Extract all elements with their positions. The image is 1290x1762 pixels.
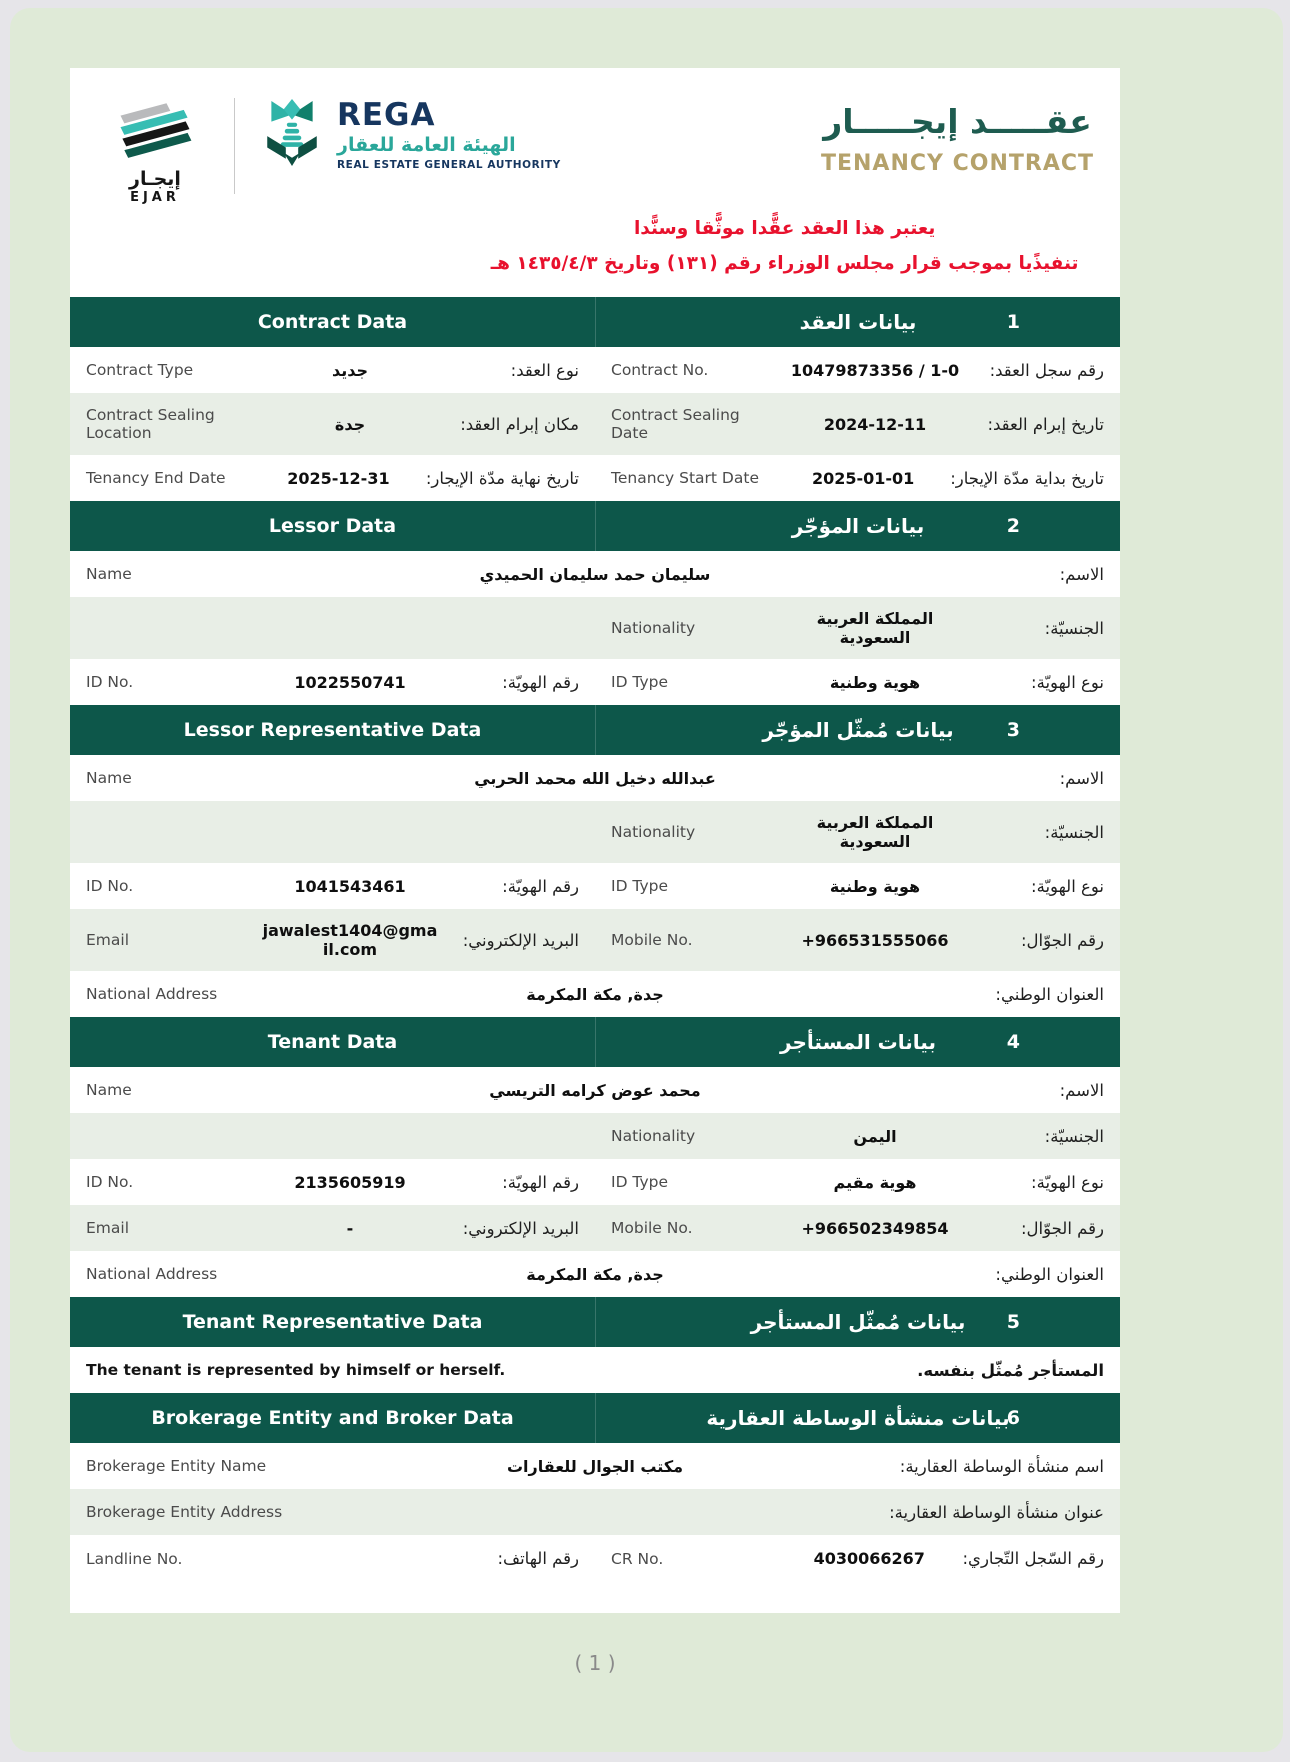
field-label-en: Tenancy End Date bbox=[86, 469, 226, 488]
field-label-ar: تاريخ نهاية مدّة الإيجار: bbox=[425, 468, 579, 488]
rega-wordmark: REGA bbox=[337, 96, 436, 133]
section-number: 1 bbox=[1006, 311, 1020, 334]
field-value: جدة, مكة المكرمة bbox=[526, 984, 664, 1004]
row-representative-national-address bbox=[70, 971, 1120, 1017]
section-header-tenant-representative bbox=[70, 1297, 1120, 1347]
field-label-en: Mobile No. bbox=[611, 1219, 693, 1238]
field-label-ar: الاسم: bbox=[1059, 1080, 1104, 1100]
section-header-lessor-data bbox=[70, 501, 1120, 551]
section-title-ar: بيانات المؤجّر bbox=[595, 501, 1120, 551]
row-tenant-self-represented bbox=[70, 1347, 1120, 1393]
field-label-ar: مكان إبرام العقد: bbox=[460, 414, 579, 434]
rega-english-name: REAL ESTATE GENERAL AUTHORITY bbox=[337, 158, 561, 171]
logo-divider bbox=[234, 98, 235, 194]
section-title-ar: بيانات مُمثّل المؤجّر bbox=[595, 705, 1120, 755]
field-label-ar: تاريخ إبرام العقد: bbox=[987, 414, 1104, 434]
cell-id-number bbox=[70, 1169, 595, 1196]
field-value: هوية وطنية bbox=[829, 876, 921, 896]
field-value: 2135605919 bbox=[294, 1172, 406, 1192]
field-value: 2025-01-01 bbox=[811, 468, 915, 488]
page-number: ( 1 ) bbox=[574, 1651, 616, 1676]
row-lessor-id bbox=[70, 659, 1120, 705]
field-label-ar: نوع الهويّة: bbox=[1031, 876, 1104, 896]
field-label-en: Name bbox=[86, 769, 132, 788]
rega-logo bbox=[259, 94, 561, 172]
field-label-ar: رقم الهاتف: bbox=[497, 1549, 579, 1569]
row-contract-number-type bbox=[70, 347, 1120, 393]
section-number: 4 bbox=[1006, 1031, 1020, 1054]
field-label-ar: البريد الإلكتروني: bbox=[462, 1218, 579, 1238]
field-value: المملكة العربية السعودية bbox=[816, 813, 934, 852]
field-label-ar: رقم السّجل التّجاري: bbox=[962, 1549, 1104, 1569]
cell-id-number bbox=[70, 873, 595, 900]
field-label-ar: الاسم: bbox=[1059, 768, 1104, 788]
field-label-en: CR No. bbox=[611, 1549, 664, 1568]
row-tenant-contact bbox=[70, 1205, 1120, 1251]
field-value: 2024-12-11 bbox=[823, 414, 927, 434]
field-value: جديد bbox=[331, 360, 369, 380]
section-title-en: Contract Data bbox=[257, 311, 408, 334]
field-label-ar: رقم الجوّال: bbox=[1021, 1218, 1104, 1238]
field-label-en: ID No. bbox=[86, 673, 134, 692]
field-value: هوية وطنية bbox=[829, 672, 921, 692]
field-label-en: Contract Type bbox=[86, 361, 194, 380]
document-header bbox=[70, 68, 1120, 297]
self-represented-en: The tenant is represented by himself or herself. bbox=[86, 1361, 506, 1380]
section-title-en: Tenant Data bbox=[267, 1031, 398, 1054]
ejar-logo-icon bbox=[109, 147, 201, 166]
field-label-en: Nationality bbox=[611, 619, 696, 638]
field-label-ar: نوع الهويّة: bbox=[1031, 1172, 1104, 1192]
self-represented-ar: المستأجر مُمثّل بنفسه. bbox=[917, 1360, 1104, 1380]
field-label-en: ID Type bbox=[611, 673, 669, 692]
field-label-en: ID No. bbox=[86, 1173, 134, 1192]
section-header-brokerage bbox=[70, 1393, 1120, 1443]
section-header-contract-data bbox=[70, 297, 1120, 347]
field-value: +966531555066 bbox=[801, 930, 949, 950]
rega-arabic-name: الهيئة العامة للعقار bbox=[337, 133, 516, 156]
row-representative-name bbox=[70, 755, 1120, 801]
field-label-en: Nationality bbox=[611, 1127, 696, 1146]
field-label-ar: تاريخ بداية مدّة الإيجار: bbox=[950, 468, 1104, 488]
row-tenant-name bbox=[70, 1067, 1120, 1113]
row-representative-contact bbox=[70, 909, 1120, 971]
field-label-en: Name bbox=[86, 1081, 132, 1100]
cell-id-type bbox=[595, 1169, 1120, 1196]
cell-empty bbox=[70, 828, 595, 836]
cell-nationality bbox=[595, 809, 1120, 855]
rega-logo-icon bbox=[259, 98, 325, 172]
field-label-en: National Address bbox=[86, 985, 218, 1004]
field-value: - bbox=[346, 1218, 354, 1238]
row-lessor-nationality bbox=[70, 597, 1120, 659]
legal-notice-line1: يعتبر هذا العقد عقًّدا موثًّقا وسنًّدا bbox=[633, 218, 936, 239]
legal-notice bbox=[475, 211, 1094, 281]
section-title-en: Lessor Representative Data bbox=[183, 719, 482, 742]
document-titles bbox=[821, 94, 1094, 176]
field-value: 1022550741 bbox=[294, 672, 406, 692]
field-value: 2025-12-31 bbox=[287, 468, 390, 488]
field-label-en: Name bbox=[86, 565, 132, 584]
section-title-ar: بيانات العقد bbox=[595, 297, 1120, 347]
ejar-logo-latin: EJAR bbox=[130, 190, 180, 205]
cell-nationality bbox=[595, 1123, 1120, 1150]
field-value: jawalest1404@gmail.com bbox=[262, 921, 438, 960]
contract-document bbox=[70, 68, 1120, 1613]
field-value: 10479873356 / 1-0 bbox=[790, 360, 960, 380]
ejar-logo bbox=[96, 94, 214, 205]
field-label-en: Mobile No. bbox=[611, 931, 693, 950]
cell-empty bbox=[70, 1132, 595, 1140]
section-number: 2 bbox=[1006, 515, 1020, 538]
field-label-ar: رقم الهويّة: bbox=[502, 876, 579, 896]
field-label-ar: رقم الجوّال: bbox=[1021, 930, 1104, 950]
section-number: 5 bbox=[1006, 1311, 1020, 1334]
ejar-logo-arabic: إيجـار bbox=[129, 168, 181, 190]
cell-tenancy-start bbox=[595, 465, 1120, 492]
cell-empty bbox=[70, 624, 595, 632]
cell-email bbox=[70, 917, 595, 963]
field-label-ar: نوع العقد: bbox=[510, 360, 579, 380]
section-number: 6 bbox=[1006, 1407, 1020, 1430]
section-title-en: Lessor Data bbox=[268, 515, 397, 538]
field-label-ar: رقم الهويّة: bbox=[502, 1172, 579, 1192]
section-title-ar: بيانات منشأة الوساطة العقارية bbox=[595, 1393, 1120, 1443]
cell-tenancy-end bbox=[70, 465, 595, 492]
field-label-ar: العنوان الوطني: bbox=[995, 984, 1104, 1004]
cell-landline bbox=[70, 1535, 595, 1572]
section-title-ar: بيانات مُمثّل المستأجر bbox=[595, 1297, 1120, 1347]
field-value: 1041543461 bbox=[294, 876, 406, 896]
section-header-tenant-data bbox=[70, 1017, 1120, 1067]
field-label-ar: الجنسيّة: bbox=[1044, 618, 1104, 638]
row-lessor-name bbox=[70, 551, 1120, 597]
section-title-ar: بيانات المستأجر bbox=[595, 1017, 1120, 1067]
field-label-en: Brokerage Entity Address bbox=[86, 1503, 283, 1522]
field-value: سليمان حمد سليمان الحميدي bbox=[479, 564, 711, 584]
row-brokerage-address bbox=[70, 1489, 1120, 1535]
field-label-ar: نوع الهويّة: bbox=[1031, 672, 1104, 692]
field-label-en: Nationality bbox=[611, 823, 696, 842]
field-label-en: National Address bbox=[86, 1265, 218, 1284]
row-tenant-nationality bbox=[70, 1113, 1120, 1159]
field-label-ar: الاسم: bbox=[1059, 564, 1104, 584]
field-label-en: Contract No. bbox=[611, 361, 709, 380]
row-tenancy-dates bbox=[70, 455, 1120, 501]
field-label-en: Email bbox=[86, 931, 130, 950]
field-label-en: Email bbox=[86, 1219, 130, 1238]
rega-logo-text bbox=[337, 96, 561, 171]
page-title-english: TENANCY CONTRACT bbox=[820, 151, 1094, 176]
cell-cr-number bbox=[595, 1535, 1120, 1572]
row-brokerage-name bbox=[70, 1443, 1120, 1489]
section-title-en: Tenant Representative Data bbox=[182, 1311, 483, 1334]
field-value: عبدالله دخيل الله محمد الحربي bbox=[474, 768, 716, 788]
row-representative-nationality bbox=[70, 801, 1120, 863]
page-title-arabic: عقـــــد إيجـــــار bbox=[823, 102, 1092, 141]
row-tenant-national-address bbox=[70, 1251, 1120, 1297]
field-label-ar: رقم الهويّة: bbox=[502, 672, 579, 692]
section-header-lessor-representative bbox=[70, 705, 1120, 755]
cell-nationality bbox=[595, 605, 1120, 651]
field-value: جدة, مكة المكرمة bbox=[526, 1264, 664, 1284]
section-title-en: Brokerage Entity and Broker Data bbox=[151, 1407, 514, 1430]
field-label-en: Tenancy Start Date bbox=[611, 469, 759, 488]
field-value: +966502349854 bbox=[801, 1218, 949, 1238]
field-value: اليمن bbox=[853, 1126, 897, 1146]
cell-sealing-date bbox=[595, 402, 1120, 446]
field-label-ar: اسم منشأة الوساطة العقارية: bbox=[899, 1456, 1104, 1476]
contract-page bbox=[10, 8, 1283, 1752]
field-value: هوية مقيم bbox=[833, 1172, 917, 1192]
row-brokerage-registration bbox=[70, 1535, 1120, 1613]
field-value: مكتب الجوال للعقارات bbox=[506, 1456, 684, 1476]
field-label-en: Contract Sealing Date bbox=[611, 406, 740, 443]
cell-id-number bbox=[70, 669, 595, 696]
cell-sealing-location bbox=[70, 402, 595, 446]
field-label-ar: البريد الإلكتروني: bbox=[462, 930, 579, 950]
cell-id-type bbox=[595, 873, 1120, 900]
logos-row bbox=[96, 94, 1094, 205]
field-label-ar: رقم سجل العقد: bbox=[989, 360, 1104, 380]
field-value: محمد عوض كرامه التريسي bbox=[489, 1080, 701, 1100]
field-label-en: Brokerage Entity Name bbox=[86, 1457, 267, 1476]
field-label-ar: الجنسيّة: bbox=[1044, 1126, 1104, 1146]
field-value: 4030066267 bbox=[813, 1549, 925, 1569]
field-label-ar: الجنسيّة: bbox=[1044, 822, 1104, 842]
field-label-ar: العنوان الوطني: bbox=[995, 1264, 1104, 1284]
row-representative-id bbox=[70, 863, 1120, 909]
row-sealing-date-location bbox=[70, 393, 1120, 455]
cell-contract-type bbox=[70, 357, 595, 384]
cell-mobile bbox=[595, 927, 1120, 954]
field-label-en: Contract Sealing Location bbox=[86, 406, 215, 443]
cell-mobile bbox=[595, 1215, 1120, 1242]
field-value: المملكة العربية السعودية bbox=[816, 609, 934, 648]
row-tenant-id bbox=[70, 1159, 1120, 1205]
section-number: 3 bbox=[1006, 719, 1020, 742]
cell-id-type bbox=[595, 669, 1120, 696]
cell-email bbox=[70, 1215, 595, 1242]
cell-contract-number bbox=[595, 357, 1120, 384]
field-label-en: Landline No. bbox=[86, 1549, 183, 1568]
field-value: جدة bbox=[334, 414, 366, 434]
field-label-en: ID Type bbox=[611, 1173, 669, 1192]
field-label-en: ID No. bbox=[86, 877, 134, 896]
field-label-ar: عنوان منشأة الوساطة العقارية: bbox=[889, 1502, 1104, 1522]
legal-notice-line2: تنفيذًيا بموجب قرار مجلس الوزراء رقم (١٣١) وتاريخ ١٤٣٥/٤/٣ هـ bbox=[490, 253, 1079, 275]
field-label-en: ID Type bbox=[611, 877, 669, 896]
